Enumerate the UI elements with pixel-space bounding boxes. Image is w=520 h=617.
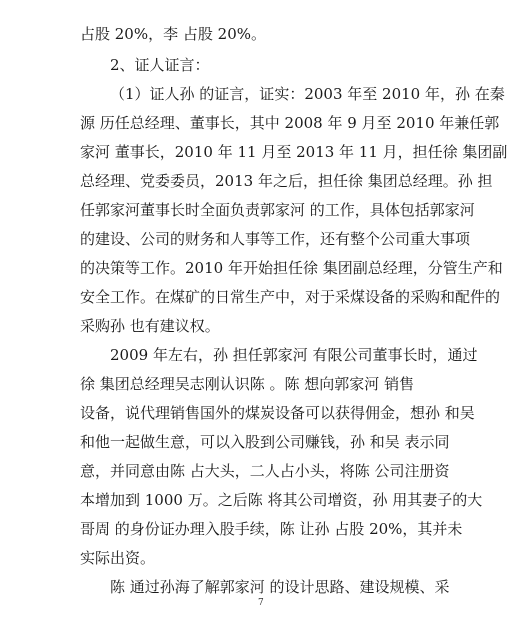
text-line-6: 总经理、党委委员，2013 年之后，担任徐 集团总经理。孙 担	[80, 172, 493, 190]
text-line-5: 家河 董事长，2010 年 11 月至 2013 年 11 月，担任徐 集团副	[80, 143, 508, 161]
text-line-16: 意，并同意由陈 占大头，二人占小头，将陈 公司注册资	[80, 462, 450, 480]
text-line-10: 安全工作。在煤矿的日常生产中，对于采煤设备的采购和配件的	[80, 288, 501, 306]
text-line-4: 源 历任总经理、董事长，其中 2008 年 9 月至 2010 年兼任郭	[80, 114, 500, 132]
text-line-17: 本增加到 1000 万。之后陈 将其公司增资，孙 用其妻子的大	[80, 491, 483, 509]
text-line-3: （1）证人孙 的证言，证实：2003 年至 2010 年，孙 在秦	[110, 85, 505, 103]
text-line-19: 实际出资。	[80, 549, 156, 567]
text-line-13: 徐 集团总经理吴志刚认识陈 。陈 想向郭家河 销售	[80, 375, 415, 393]
text-line-8: 的建设、公司的财务和人事等工作，还有整个公司重大事项	[80, 230, 471, 248]
text-line-9: 的决策等工作。2010 年开始担任徐 集团副总经理，分管生产和	[80, 259, 503, 277]
text-line-14: 设备，说代理销售国外的煤炭设备可以获得佣金，想孙 和吴	[80, 404, 475, 422]
text-line-1: 占股 20%，李 占股 20%。	[80, 25, 266, 43]
section-heading: 2、证人证言：	[110, 56, 210, 74]
text-line-18: 哥周 的身份证办理入股手续，陈 让孙 占股 20%，其并未	[80, 520, 463, 538]
text-line-15: 和他一起做生意，可以入股到公司赚钱，孙 和吴 表示同	[80, 433, 450, 451]
text-line-11: 采购孙 也有建议权。	[80, 317, 220, 335]
text-line-7: 任郭家河董事长时全面负责郭家河 的工作，具体包括郭家河	[80, 201, 475, 219]
text-line-20: 陈 通过孙海了解郭家河 的设计思路、建设规模、采	[110, 578, 450, 596]
text-line-12: 2009 年左右，孙 担任郭家河 有限公司董事长时，通过	[110, 346, 478, 364]
page-number: 7	[258, 598, 264, 608]
